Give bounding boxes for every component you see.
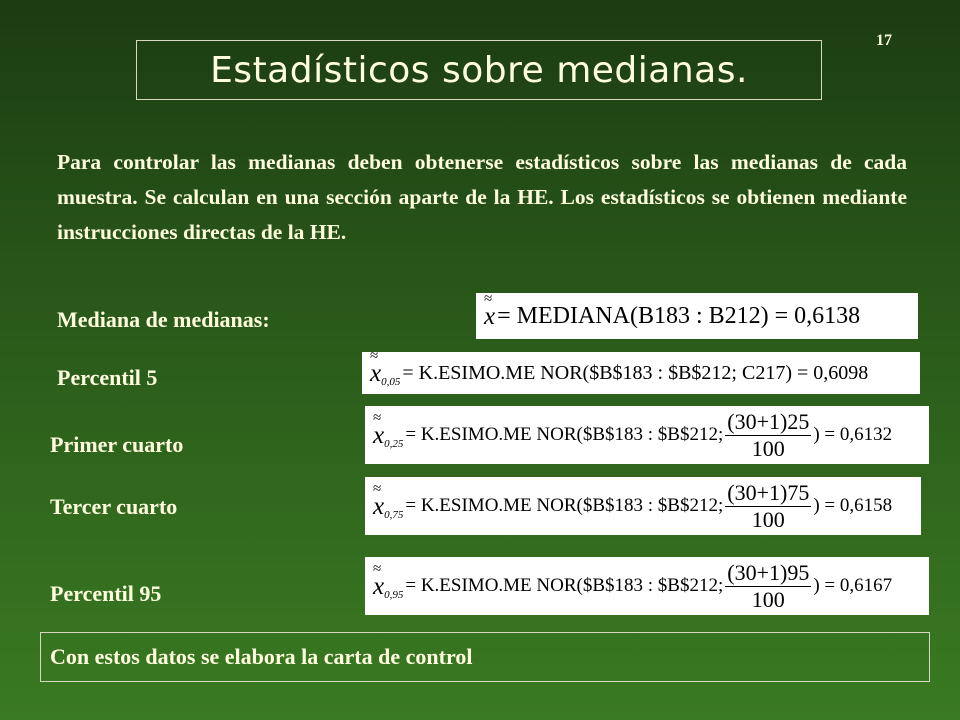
fraction [725,560,811,613]
formula-mediana [476,290,918,339]
formula-primer-cuarto [365,406,929,464]
fraction-denominator: 100 [751,435,785,461]
intro-paragraph: Para controlar las medianas deben obtenerse estadísticos sobre las medianas de cada muestra. Se calculan en una sección aparte de la HE. Los estadísticos se obtienen mediante instrucciones directas de la HE. [57,150,907,244]
label-primer-cuarto: Primer cuarto [50,432,184,457]
double-tilde-icon: ≈ [484,290,493,307]
formula-percentil-95-pre: = K.ESIMO.ME NOR($B$183 : $B$212; [405,575,724,596]
fraction-numerator: (30+1)75 [727,479,810,505]
title-box [136,40,822,100]
x-tilde-tilde: ≈ $x_{0,75}$ [373,480,404,521]
fraction-numerator: (30+1)25 [727,408,810,434]
fraction [725,480,811,533]
formula-tercer-cuarto-post: ) = 0,6158 [813,495,893,516]
formula-percentil-95 [365,557,929,615]
label-percentil-5: Percentil 5 [57,365,158,390]
formula-tercer-cuarto-pre: = K.ESIMO.ME NOR($B$183 : $B$212; [405,495,724,516]
formula-primer-cuarto-post: ) = 0,6132 [813,424,893,445]
footer-box [40,632,930,682]
formula-mediana-rhs: = MEDIANA(B183 : B212) = 0,6138 [497,302,861,329]
label-tercer-cuarto: Tercer cuarto [50,494,178,519]
double-tilde-icon: ≈ [370,347,379,364]
double-tilde-icon: ≈ [373,480,382,497]
x-tilde-tilde: ≈ $x_{0,25}$ [373,409,404,450]
fraction [725,409,811,462]
footer-text: Con estos datos se elabora la carta de control [50,644,473,669]
slide-number: 17 [876,32,892,49]
x-tilde-tilde: ≈ $x_{0,05}$ [370,347,401,388]
fraction-denominator: 100 [751,506,785,532]
formula-tercer-cuarto [365,477,921,535]
x-tilde-tilde: ≈ $x_{0,95}$ [373,560,404,601]
fraction-denominator: 100 [751,586,785,612]
label-mediana-de-medianas: Mediana de medianas: [57,307,270,332]
formula-percentil-5 [362,347,920,394]
formula-percentil-95-post: ) = 0,6167 [813,575,893,596]
fraction-numerator: (30+1)95 [727,559,810,585]
x-tilde-tilde: ≈ x [484,290,496,330]
slide-title: Estadísticos sobre medianas. [210,49,748,91]
double-tilde-icon: ≈ [373,409,382,426]
label-percentil-95: Percentil 95 [50,581,162,606]
formula-primer-cuarto-pre: = K.ESIMO.ME NOR($B$183 : $B$212; [405,424,724,445]
formula-percentil-5-rhs: = K.ESIMO.ME NOR($B$183 : $B$212; C217) = 0,6098 [402,361,869,384]
double-tilde-icon: ≈ [373,560,382,577]
